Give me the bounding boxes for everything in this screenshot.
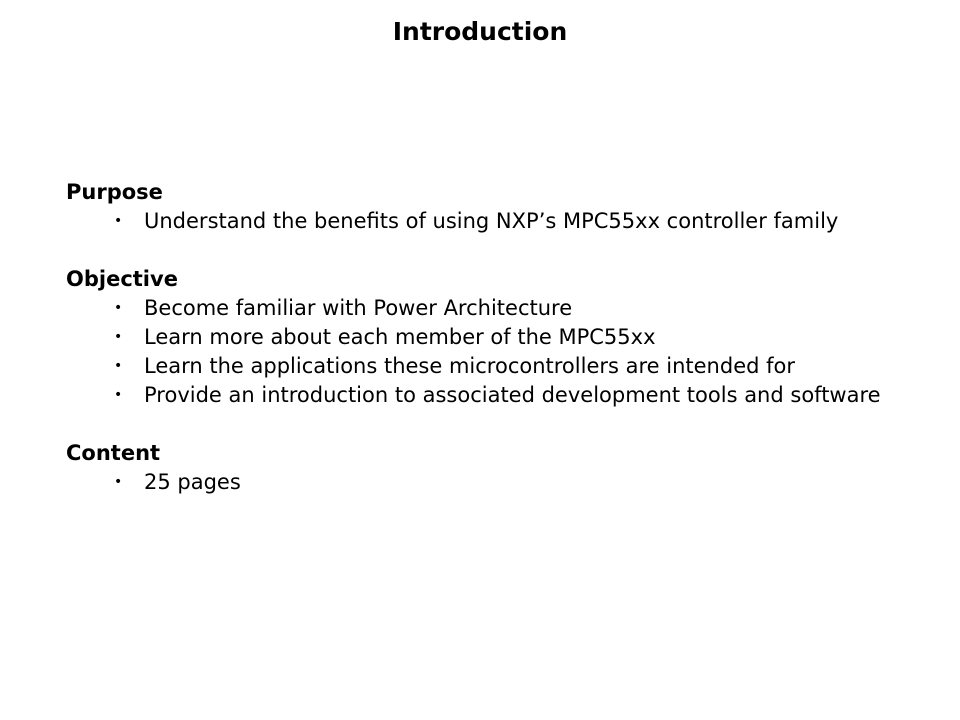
bullet-text: Learn the applications these microcontrollers are intended for <box>144 354 795 378</box>
bullet-item <box>66 294 926 323</box>
slide-title: Introduction <box>392 17 568 46</box>
section-heading: Content <box>66 441 161 465</box>
bullet-item <box>66 207 926 236</box>
section-purpose <box>66 178 926 236</box>
bullet-list <box>66 294 926 410</box>
bullet-dot-icon: • <box>114 474 123 490</box>
bullet-list <box>66 207 926 236</box>
bullet-dot-icon: • <box>114 387 123 403</box>
bullet-dot-icon: • <box>114 213 123 229</box>
bullet-text: Become familiar with Power Architecture <box>144 296 573 320</box>
bullet-list <box>66 468 926 497</box>
bullet-text: Understand the benefits of using NXP’s MPC55xx controller family <box>144 209 839 233</box>
bullet-item <box>66 352 926 381</box>
bullet-dot-icon: • <box>114 300 123 316</box>
bullet-text: Learn more about each member of the MPC55xx <box>144 325 656 349</box>
bullet-text: 25 pages <box>144 470 241 494</box>
bullet-dot-icon: • <box>114 329 123 345</box>
section-content <box>66 439 926 497</box>
bullet-item <box>66 323 926 352</box>
bullet-item <box>66 468 926 497</box>
section-heading: Purpose <box>66 180 163 204</box>
section-objective <box>66 265 926 410</box>
slide-content <box>66 178 926 497</box>
bullet-item <box>66 381 926 410</box>
section-heading: Objective <box>66 267 178 291</box>
bullet-text: Provide an introduction to associated development tools and software <box>144 383 881 407</box>
bullet-dot-icon: • <box>114 358 123 374</box>
